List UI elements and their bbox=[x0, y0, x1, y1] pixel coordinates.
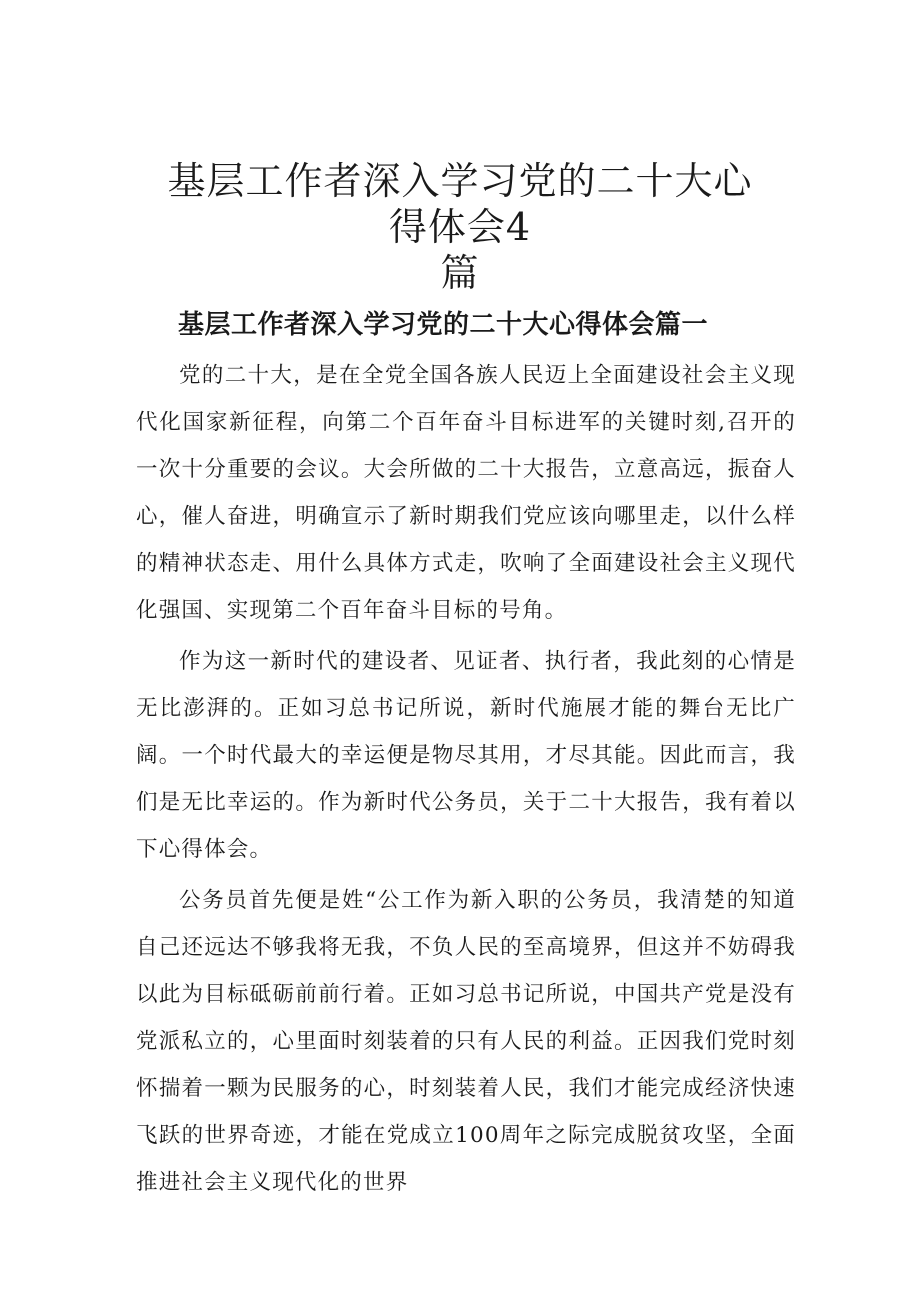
paragraph: 作为这一新时代的建设者、见证者、执行者，我此刻的心情是无比澎湃的。正如习总书记所说，新时代施展才能的舞台无比广阔。一个时代最大的幸运便是物尽其用，才尽其能。因此而言，我们是无比幸运的。作为新时代公务员，关于二十大报告，我有着以下心得体会。 bbox=[136, 649, 796, 862]
document-body bbox=[136, 352, 796, 1210]
paragraph: 公务员首先便是姓“公工作为新入职的公务员，我清楚的知道自己还远达不够我将无我，不负人民的至高境界，但这并不妨碍我以此为目标砥砺前前行着。正如习总书记所说，中国共产党是没有党派私立的，心里面时刻装着的只有人民的利益。正因我们党时刻怀揣着一颗为民服务的心，时刻装着人民，我们才能完成经济快速飞跃的世界奇迹，才能在党成立100周年之际完成脱贫攻坚，全面推进社会主义现代化的世界 bbox=[136, 888, 796, 1195]
document-title bbox=[150, 158, 770, 296]
document-title-line-1: 基层工作者深入学习党的二十大心得体会4 bbox=[167, 159, 753, 249]
section-heading: 基层工作者深入学习党的二十大心得体会篇一 bbox=[178, 310, 709, 340]
paragraph: 党的二十大，是在全党全国各族人民迈上全面建设社会主义现代化国家新征程，向第二个百年奋斗目标进军的关键时刻,召开的一次十分重要的会议。大会所做的二十大报告，立意高远，振奋人心，催人奋进，明确宣示了新时期我们党应该向哪里走，以什么样的精神状态走、用什么具体方式走，吹响了全面建设社会主义现代化强国、实现第二个百年奋斗目标的号角。 bbox=[136, 363, 796, 623]
document-title-line-2: 篇 bbox=[440, 251, 480, 295]
